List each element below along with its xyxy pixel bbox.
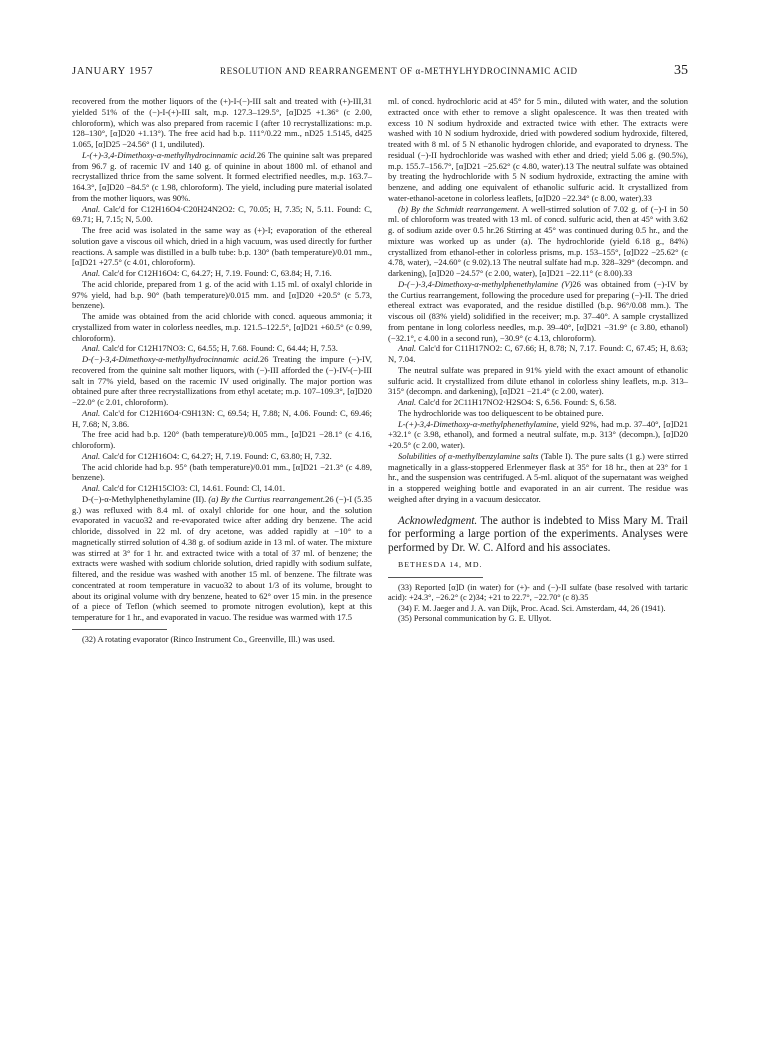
paragraph-text: 26 The quinine salt was prepared from 96.7 g. of racemic IV and 140 g. of quinine in about 1800 ml. of ethanol and recrystallized thrice from the same solvent. It formed electrified needles, m.p. 163.7–164.3°, [α]D20 −84.5° (c 1.98, chloroform). The yield, including pure material isolated from the mother liquors, was 90%. — [72, 149, 372, 203]
paragraph — [388, 204, 688, 279]
footnotes — [388, 583, 688, 625]
analysis-label: Anal. — [82, 450, 101, 461]
paragraph: The free acid had b.p. 120° (bath temperature)/0.005 mm., [α]D21 −28.1° (c 4.16, chloroform). — [72, 429, 372, 450]
acknowledgment — [388, 515, 688, 556]
paragraph: The hydrochloride was too deliquescent to be obtained pure. — [398, 407, 604, 418]
paragraph — [72, 150, 372, 204]
paragraph-text: yield 92%, had m.p. 37–40°, [α]D21 +32.1° (c 3.98, ethanol), and formed a neutral sulfate, m.p. 313° (decompn.), [α]D20 +20.5° (c 2.00, water). — [388, 418, 688, 450]
analysis — [72, 343, 372, 354]
section-heading: L-(+)-3,4-Dimethoxy-α-methylphenethylamine, — [398, 418, 559, 429]
analysis-text: Calc'd for C12H17NO3: C, 64.55; H, 7.68. Found: C, 64.44; H, 7.53. — [102, 343, 338, 354]
footnote: (35) Personal communication by G. E. Ullyot. — [398, 614, 552, 624]
paragraph — [72, 354, 372, 408]
paragraph: ml. of concd. hydrochloric acid at 45° for 5 min., diluted with water, and the solution extracted once with ether to remove a slight opalescence. It was then treated with excess 10 N sodium hydroxide and extracted twice with ether. The extracts were washed with 10 N sodium hydroxide, dried with powdered sodium hydroxide, filtered, treated with 8 ml. of 5 N ethanolic hydrogen chloride, and evaporated to dryness. The residual (−)-II hydrochloride was washed with ether and dried; yield 5.06 g. (90.5%), m.p. 155.7–156.7°, [α]D21 −25.62° (c 4.80, water).13 The neutral sulfate was obtained by treating the hydrochloride with 5 N sodium hydroxide, extracting the amine with benzene, and adding one equivalent of ethanolic sulfuric acid. It crystallized from water-ethanol-acetone in colorless leaflets, [α]D20 −22.34° (c 8.00, water).33 — [388, 96, 688, 203]
paragraph: The neutral sulfate was prepared in 91% yield with the exact amount of ethanolic sulfuric acid. It crystallized from dilute ethanol in colorless shiny leaflets, m.p. 313–315° (decompn. and darkening), [α]D21 −21.4° (c 2.00, water). — [388, 364, 688, 397]
paragraph: The acid chloride, prepared from 1 g. of the acid with 1.15 ml. of oxalyl chloride in 97% yield, had b.p. 90° (bath temperature)/0.015 mm. and [α]D20 +20.5° (c 5.73, benzene). — [72, 278, 372, 311]
subsection-heading: (a) By the Curtius rearrangement. — [208, 493, 326, 504]
analysis — [388, 397, 688, 408]
analysis — [72, 204, 372, 226]
analysis-label: Anal. — [398, 343, 417, 354]
footnote-rule — [388, 577, 483, 578]
analysis — [72, 451, 372, 462]
analysis-text: Calc'd for C12H16O4: C, 64.27; H, 7.19. Found: C, 63.80; H, 7.32. — [102, 450, 332, 461]
page-number: 35 — [674, 63, 688, 78]
subsection-heading: (b) By the Schmidt rearrangement. — [398, 203, 520, 214]
analysis-label: Anal. — [82, 203, 101, 214]
footnote: (32) A rotating evaporator (Rinco Instrument Co., Greenville, Ill.) was used. — [82, 634, 335, 644]
section-heading: L-(+)-3,4-Dimethoxy-α-methylhydrocinnamic acid. — [82, 149, 257, 160]
analysis-text: Calc'd for C12H15ClO3: Cl, 14.61. Found: Cl, 14.01. — [102, 483, 285, 493]
paragraph-text: (Table I). The pure salts (1 g.) were stirred magnetically in a glass-stoppered Erlenmeyer flask at 35° for 18 hr., then at 23° for 1 hr., and the suspension was centrifuged. A 5-ml. aliquot of the supernatant was weighed in a stoppered weighing bottle and evaporated in an air current. The residue was weighed after drying in a vacuum desiccator. — [388, 450, 688, 504]
analysis-label: Anal. — [82, 343, 101, 354]
footnote: (33) Reported [α]D (in water) for (+)- and (−)-II sulfate (base resolved with tartaric acid): +24.3°, −26.2° (c 2)34; +21 to 22.7°, −22.70° (c 8).35 — [388, 582, 688, 603]
paragraph-text: 26 was obtained from (−)-IV by the Curtius rearrangement, following the procedure used for preparing (−)-II. The dried ethereal extract was evaporated, and the residue distilled (b.p. 96°/0.08 mm.). The viscous oil (83% yield) solidified in the receiver; m.p. 37–40°. A sample crystallized from pentane in long colorless needles, m.p. 39–40°, [α]D21 −31.9° (c 3.80, ethanol) (−32.1°, c 4.00 in a second run), −30.9° (c 4.13, chloroform). — [388, 278, 688, 343]
paragraph: The amide was obtained from the acid chloride with concd. aqueous ammonia; it crystallized from water in colorless needles, m.p. 121.5–122.5°, [α]D21 +60.5° (c 0.99, chloroform). — [72, 311, 372, 343]
acknowledgment-heading: Acknowledgment. — [398, 514, 478, 527]
paragraph — [388, 451, 688, 505]
section-heading: D-(−)-α-Methylphenethylamine (II). — [82, 493, 207, 504]
header-date: JANUARY 1957 — [72, 66, 154, 77]
paragraph-text: A well-stirred solution of 7.02 g. of (−)-I in 50 ml. of chloroform was treated with 13 ml. of concd. sulfuric acid, then at 45° with 3.62 g. of sodium azide over 0.5 hr.26 Stirring at 45° was continued during 0.5 hr., and the mixture was worked up as under (a). The hydrochloride (yield 6.18 g., 84%) crystallized from ethanol-ether in colorless prisms, m.p. 153–155°, [α]D22 −25.62° (c 4.78, water), −24.60° (c 9.02).13 The neutral sulfate had m.p. 328–329° (decompn. and darkening), [α]D20 −24.57° (c 2.00, water), [α]D21 −22.11° (c 8.00).33 — [388, 203, 688, 278]
analysis — [72, 408, 372, 430]
paragraph-text: 26 Treating the impure (−)-IV, recovered from the quinine salt mother liquors, with (−)-III afforded the (−)-IV-(−)-III salt in 77% yield, based on the racemic IV used originally. The major portion was obtained pure after three recrystallizations from ethyl acetate; m.p. 107–109.3°, [α]D20 −22.0° (c 2.01, chloroform). — [72, 354, 372, 407]
analysis-label: Anal. — [82, 407, 101, 418]
analysis-text: Calc'd for C12H16O4: C, 64.27; H, 7.19. Found: C, 63.84; H, 7.16. — [102, 268, 332, 278]
section-heading: D-(−)-3,4-Dimethoxy-α-methylhydrocinnamic acid. — [82, 354, 261, 364]
running-header — [72, 63, 688, 82]
footnotes — [72, 635, 372, 646]
paragraph-text: 26 (−)-I (5.35 g.) was refluxed with 8.4 ml. of oxalyl chloride for one hour, and the solution evaporated in vacuo32 and re-evaporated twice after adding dry benzene. The acid chloride, dissolved in 22 ml. of dry acetone, was added rapidly at −10° to a magnetically stirred solution of 4.38 g. of sodium azide in 13 ml. of water. The mixture was stirred at 3° for 1 hr. and extracted twice with a total of 37 ml. of benzene; the extracts were washed with sodium chloride solution, dried rapidly with sodium sulfate, filtered, and the residue was washed with another 15 ml. of benzene. The filtrate was concentrated at room temperature in vacuo32 to about 1/3 of its volume, brought to about its original volume with dry benzene, heated to 62° over 15 min. in the presence of a piece of Teflon (which seemed to promote nitrogen evolution), kept at this temperature for 1 hr., and evaporated in vacuo. The residue was warmed with 17.5 — [72, 493, 373, 622]
analysis-text: Calc'd for C11H17NO2: C, 67.66; H, 8.78; N, 7.17. Found: C, 67.45; H, 8.63; N, 7.04. — [388, 343, 688, 364]
analysis — [72, 483, 372, 494]
footnote-rule — [72, 629, 167, 630]
section-heading: D-(−)-3,4-Dimethoxy-α-methylphenethylamine (V) — [398, 278, 573, 289]
analysis-label: Anal. — [82, 268, 101, 278]
analysis-label: Anal. — [82, 483, 101, 493]
paragraph — [388, 279, 688, 344]
paragraph — [388, 419, 688, 451]
acknowledgment-text: The author is indebted to Miss Mary M. Trail for performing a large portion of the experiments. Analyses were performed by Dr. W. C. Alford and his associates. — [388, 514, 688, 554]
left-column — [72, 96, 372, 645]
paragraph: The free acid was isolated in the same way as (+)-I; evaporation of the ethereal solution gave a viscous oil which, dried in a high vacuum, was used directly for further reactions. A sample was distilled in a bulb tube: b.p. 130° (bath temperature)/0.01 mm., [α]D21 +27.5° (c 4.01, chloroform). — [72, 225, 372, 268]
analysis-text: Calc'd for C12H16O4·C20H24N2O2: C, 70.05; H, 7.35; N, 5.11. Found: C, 69.71; H, 7.15; N, 5.00. — [72, 203, 373, 225]
analysis — [72, 268, 372, 279]
paragraph: recovered from the mother liquors of the (+)-I-(−)-III salt and treated with (+)-III,31 yielded 51% of the (−)-I-(+)-III salt, m.p. 127.3–129.5°, [α]D25 +1.36° (c 2.00, chloroform), which was also prepared from racemic I (after 10 recrystallizations: m.p. 128–130°, [α]D20 +1.13°). The free acid had b.p. 111°/0.22 mm., nD25 1.5145, d425 1.065, [α]D25 −24.56° (l 1, undiluted). — [72, 96, 372, 149]
author-location: BETHESDA 14, MD. — [398, 560, 483, 569]
analysis-text: Calc'd for C12H16O4·C9H13N: C, 69.54; H, 7.88; N, 4.06. Found: C, 69.46; H, 7.68; N, 3.86. — [72, 407, 372, 429]
analysis — [388, 343, 688, 365]
analysis-text: Calc'd for 2C11H17NO2·H2SO4: S, 6.56. Found: S, 6.58. — [418, 397, 617, 407]
section-heading: Solubilities of α-methylbenzylamine salts — [398, 450, 539, 461]
paragraph: The acid chloride had b.p. 95° (bath temperature)/0.01 mm., [α]D21 −21.3° (c 4.89, benzene). — [72, 461, 372, 483]
footnote: (34) F. M. Jaeger and J. A. van Dijk, Proc. Acad. Sci. Amsterdam, 44, 26 (1941). — [398, 603, 666, 613]
analysis-label: Anal. — [398, 397, 417, 407]
header-title: RESOLUTION AND REARRANGEMENT OF α-METHYLHYDROCINNAMIC ACID — [220, 66, 578, 76]
paragraph — [72, 494, 372, 623]
right-column — [388, 96, 688, 625]
